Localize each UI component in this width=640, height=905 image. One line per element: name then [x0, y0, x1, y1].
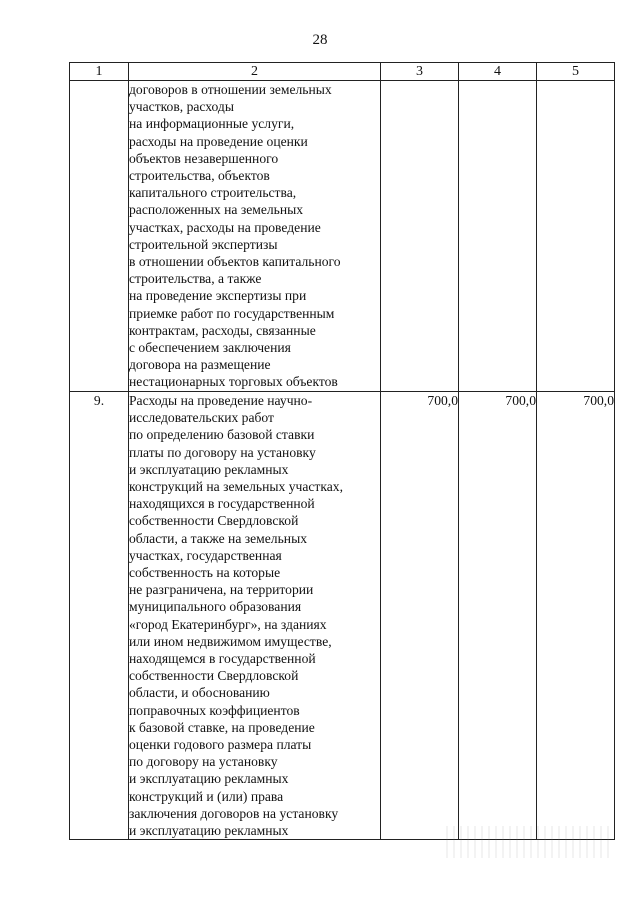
value-cell-col5: 700,0	[537, 392, 615, 840]
description-line: на информационные услуги,	[129, 116, 295, 132]
description-line: собственности Свердловской	[129, 513, 299, 529]
row-description-cell	[129, 392, 381, 840]
row-description-cell	[129, 81, 381, 392]
description-line: муниципального образования	[129, 599, 302, 615]
row-number-cell: 9.	[70, 392, 129, 840]
description-line: расходы на проведение оценки	[129, 133, 308, 149]
column-header-5: 5	[537, 63, 615, 81]
description-line: капитального строительства,	[129, 185, 297, 201]
description-line: не разграничена, на территории	[129, 582, 314, 598]
description-line: и эксплуатацию рекламных	[129, 823, 289, 839]
table-row	[70, 392, 615, 840]
value-cell-col5	[537, 81, 615, 392]
description-line: по договору на установку	[129, 754, 278, 770]
row-number-cell	[70, 81, 129, 392]
column-header-1: 1	[70, 63, 129, 81]
description-line: расположенных на земельных	[129, 202, 304, 218]
description-line: в отношении объектов капитального	[129, 254, 341, 270]
description-line: к базовой ставке, на проведение	[129, 719, 315, 735]
description-line: участках, государственная	[129, 547, 282, 563]
description-line: находящемся в государственной	[129, 651, 316, 667]
scan-artifact	[446, 826, 614, 858]
description-line: оценки годового размера платы	[129, 737, 312, 753]
column-header-3: 3	[381, 63, 459, 81]
table-header-row	[70, 63, 615, 81]
value-cell-col3	[381, 81, 459, 392]
description-line: области, и обоснованию	[129, 685, 270, 701]
description-line: и эксплуатацию рекламных	[129, 771, 289, 787]
description-line: и эксплуатацию рекламных	[129, 461, 289, 477]
description-line: конструкций на земельных участках,	[129, 479, 343, 495]
description-line: строительной экспертизы	[129, 236, 278, 252]
description-line: «город Екатеринбург», на зданиях	[129, 616, 327, 632]
column-header-4: 4	[459, 63, 537, 81]
description-line: контрактам, расходы, связанные	[129, 322, 316, 338]
description-line: договоров в отношении земельных	[129, 82, 332, 97]
description-line: исследовательских работ	[129, 410, 274, 426]
value-cell-col3: 700,0	[381, 392, 459, 840]
description-line: конструкций и (или) права	[129, 788, 284, 804]
description-line: или ином недвижимом имуществе,	[129, 633, 332, 649]
description-line: платы по договору на установку	[129, 444, 316, 460]
description-line: на проведение экспертизы при	[129, 288, 307, 304]
description-line: нестационарных торговых объектов	[129, 374, 338, 390]
description-line: с обеспечением заключения	[129, 340, 291, 356]
description-line: договора на размещение	[129, 357, 271, 373]
description-line: по определению базовой ставки	[129, 427, 315, 443]
value-cell-col4: 700,0	[459, 392, 537, 840]
description-line: объектов незавершенного	[129, 150, 279, 166]
description-line: собственность на которые	[129, 565, 281, 581]
description-line: строительства, объектов	[129, 168, 270, 184]
description-line: строительства, а также	[129, 271, 262, 287]
budget-table	[69, 62, 615, 840]
description-line: области, а также на земельных	[129, 530, 307, 546]
column-header-2: 2	[129, 63, 381, 81]
description-line: заключения договоров на установку	[129, 805, 339, 821]
description-line: поправочных коэффициентов	[129, 702, 300, 718]
description-line: приемке работ по государственным	[129, 305, 335, 321]
value-cell-col4	[459, 81, 537, 392]
description-line: участках, расходы на проведение	[129, 219, 321, 235]
page-number: 28	[312, 32, 328, 48]
description-line: Расходы на проведение научно-	[129, 393, 313, 408]
description-line: собственности Свердловской	[129, 668, 299, 684]
description-line: участков, расходы	[129, 99, 234, 115]
description-line: находящихся в государственной	[129, 496, 315, 512]
table-row	[70, 81, 615, 392]
